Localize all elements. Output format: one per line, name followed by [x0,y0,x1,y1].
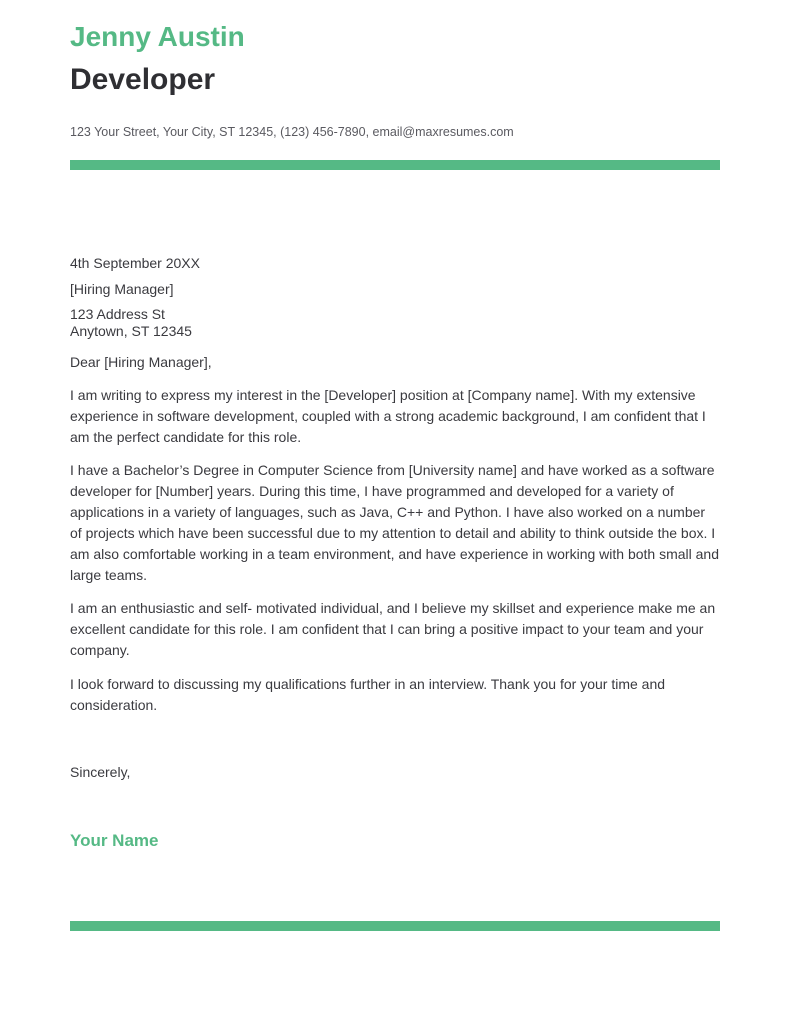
signature-name: Your Name [70,831,159,850]
recipient-address-line1: 123 Address St [70,306,165,322]
body-paragraph: I am writing to express my interest in the [Developer] position at [Company name]. With my extensive experience in software development, coupled with a strong academic background, I am confident that I am the perfect candidate for this role. [70,387,706,445]
salutation: Dear [Hiring Manager], [70,354,212,370]
closing: Sincerely, [70,764,131,780]
body-paragraph: I am an enthusiastic and self- motivated individual, and I believe my skillset and experience make me an excellent candidate for this role. I am confident that I can bring a positive impact to your team and your company. [70,600,716,658]
footer-divider [70,921,720,931]
recipient-address-line2: Anytown, ST 12345 [70,323,192,339]
header-divider [70,160,720,170]
job-title: Developer [70,63,216,96]
letter-date: 4th September 20XX [70,255,200,271]
recipient-name: [Hiring Manager] [70,281,174,297]
contact-info: 123 Your Street, Your City, ST 12345, (123) 456-7890, email@maxresumes.com [70,125,514,139]
applicant-name: Jenny Austin [70,21,245,52]
body-paragraph: I look forward to discussing my qualifications further in an interview. Thank you for your time and consideration. [70,676,666,713]
body-paragraph: I have a Bachelor’s Degree in Computer Science from [University name] and have worked as a software developer for [Number] years. During this time, I have programmed and developed for a variety of applications in a variety of languages, such as Java, C++ and Python. I have also worked on a number of projects which have been successful due to my attention to detail and ability to think outside the box. I am also comfortable working in a team environment, and have experience in working with both small and large teams. [70,462,720,583]
